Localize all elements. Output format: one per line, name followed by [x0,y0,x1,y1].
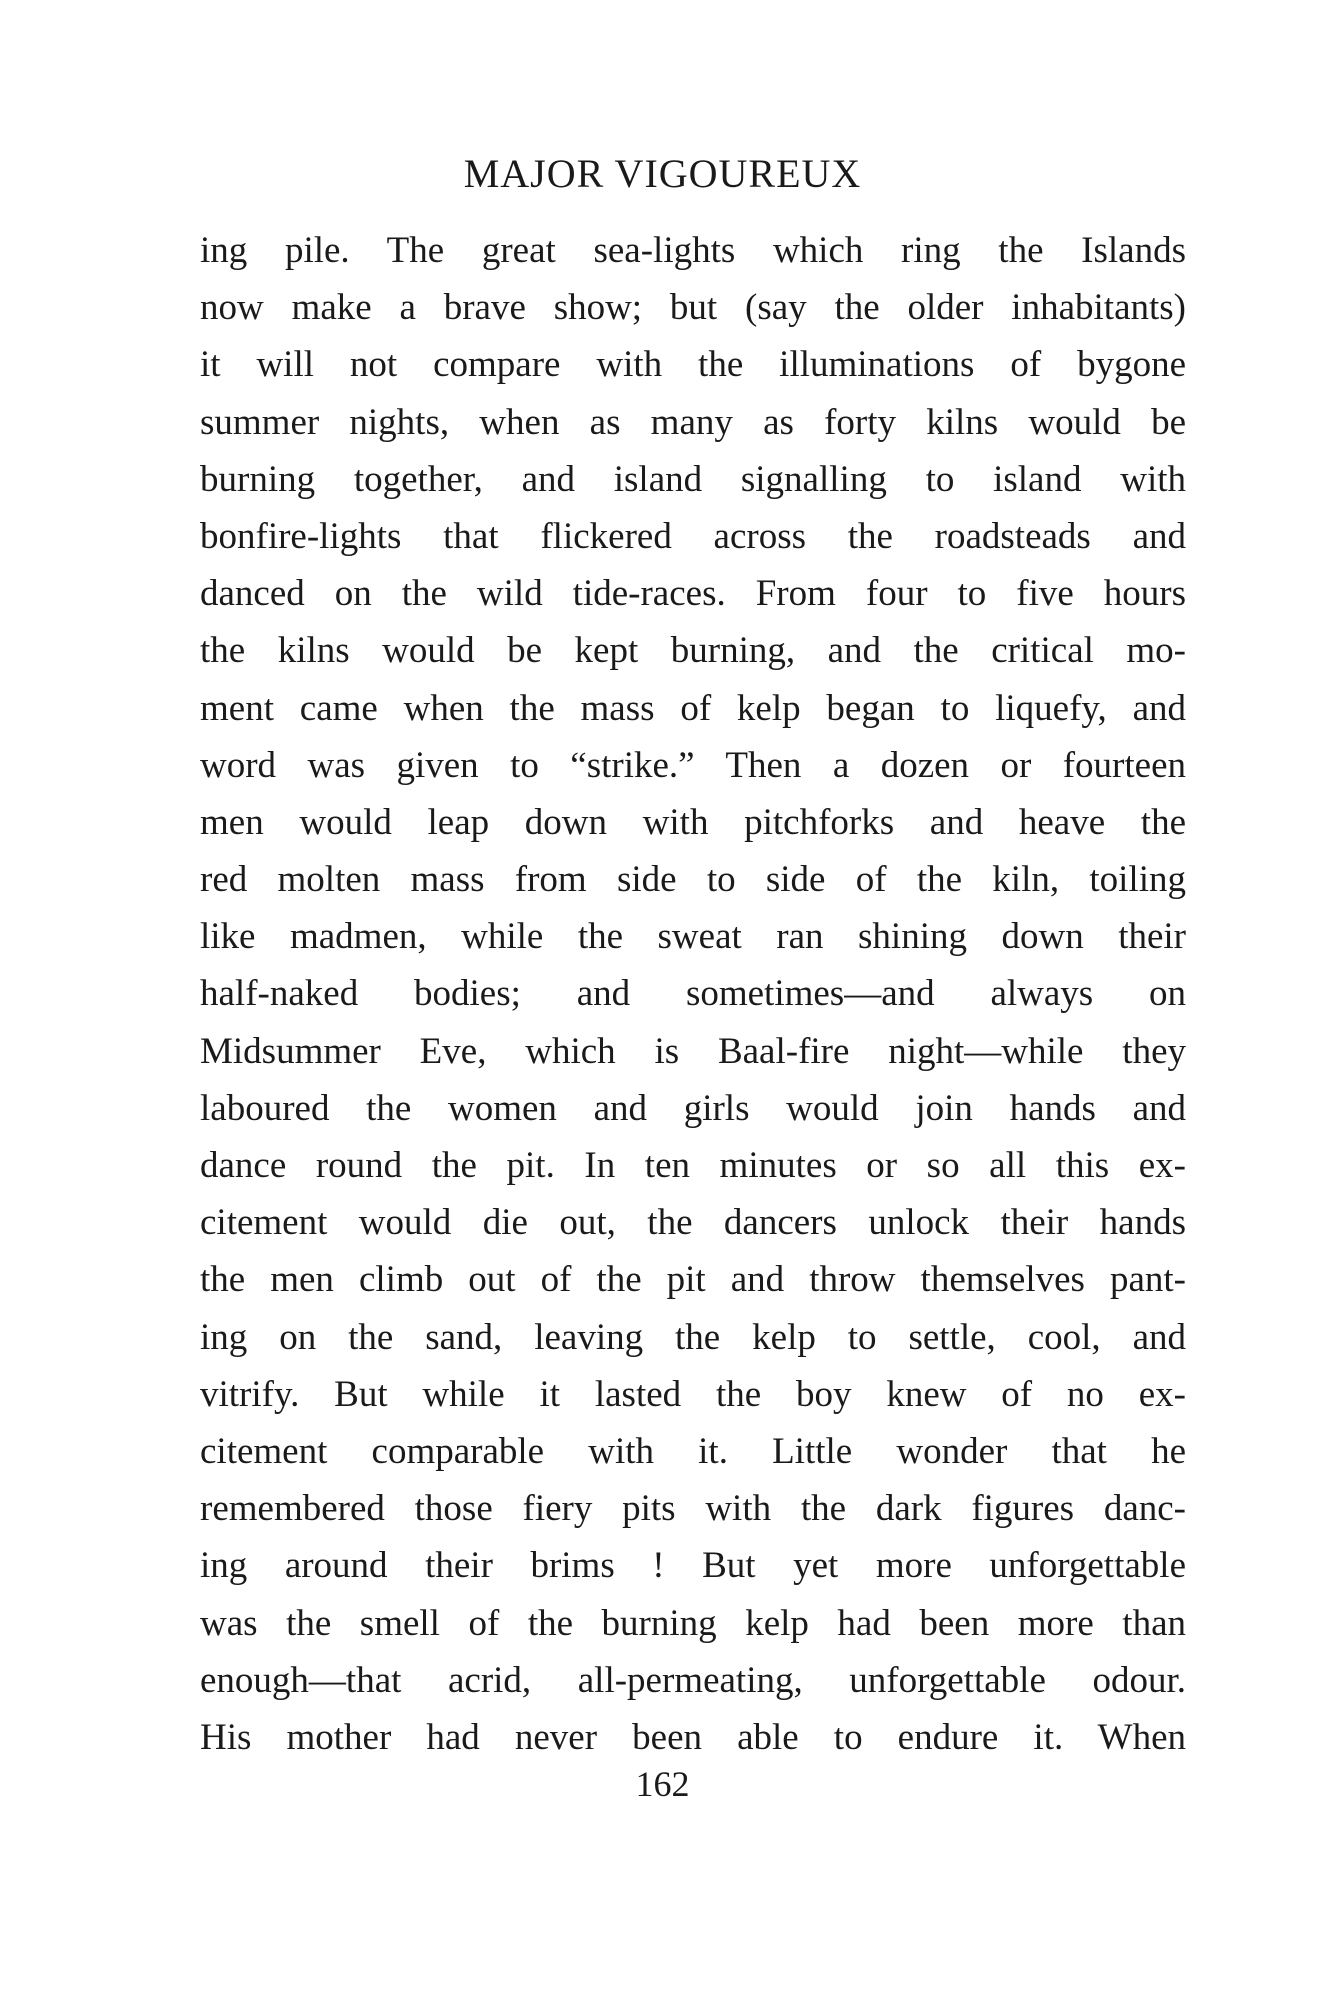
text-line: it will not compare with the illuminations of bygone [200,344,1186,386]
text-line: ing pile. The great sea-lights which ring the Islands [200,230,1186,271]
text-line: the kilns would be kept burning, and the critical mo- [200,630,1186,672]
text-line: enough—that acrid, all-permeating, unforgettable odour. [200,1659,1186,1701]
text-line: half-naked bodies; and sometimes—and always on [200,973,1186,1015]
text-line: was the smell of the burning kelp had been more than [200,1602,1186,1644]
page-number: 162 [635,1764,690,1804]
text-line: ment came when the mass of kelp began to liquefy, and [200,687,1186,729]
text-line: burning together, and island signalling to island with [200,458,1186,500]
text-line: summer nights, when as many as forty kilns would be [200,401,1186,443]
running-head: MAJOR VIGOUREUX [463,151,862,196]
text-line: citement comparable with it. Little wonder that he [200,1430,1186,1472]
text-line: now make a brave show; but (say the older inhabitants) [200,287,1186,329]
text-line: remembered those fiery pits with the dark figures danc- [200,1488,1186,1530]
text-line: laboured the women and girls would join hands and [200,1087,1186,1129]
text-line: the men climb out of the pit and throw themselves pant- [200,1259,1186,1301]
text-line: ing on the sand, leaving the kelp to settle, cool, and [200,1316,1186,1358]
text-line: His mother had never been able to endure it. When [200,1716,1186,1758]
text-line: ing around their brims ! But yet more unforgettable [200,1545,1186,1587]
text-line: citement would die out, the dancers unlock their hands [200,1202,1186,1244]
text-line: Midsummer Eve, which is Baal-fire night—while they [200,1030,1186,1072]
text-line: red molten mass from side to side of the kiln, toiling [200,859,1186,901]
text-line: dance round the pit. In ten minutes or so all this ex- [200,1145,1186,1186]
text-line: bonfire-lights that flickered across the roadsteads and [200,515,1186,557]
text-line: vitrify. But while it lasted the boy knew of no ex- [200,1373,1186,1415]
text-line: word was given to “strike.” Then a dozen or fourteen [200,744,1186,786]
text-line: men would leap down with pitchforks and heave the [200,801,1186,843]
text-line: like madmen, while the sweat ran shining down their [200,916,1186,958]
body-text [200,222,1186,1766]
text-line: danced on the wild tide-races. From four to five hours [200,573,1186,615]
